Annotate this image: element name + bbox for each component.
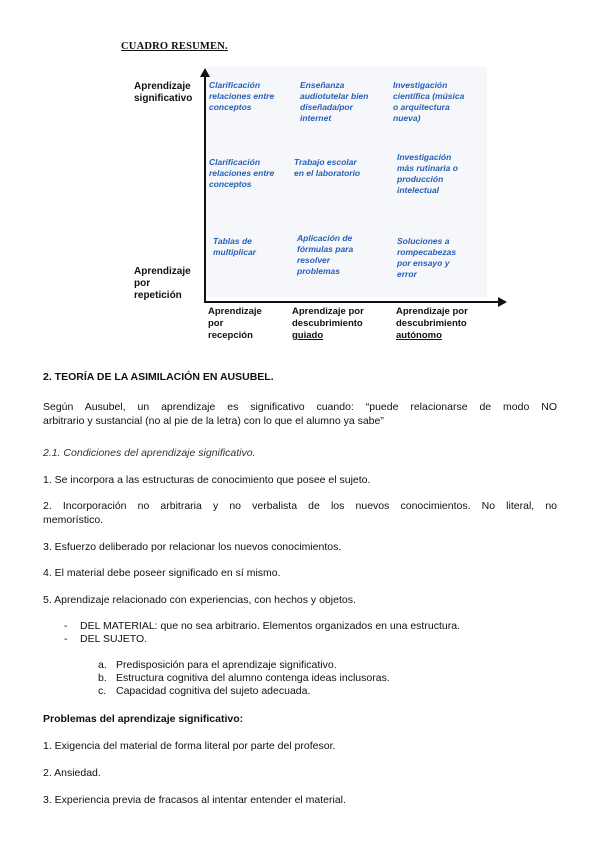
y-axis-line [204, 75, 206, 303]
y-label-repeticion: Aprendizaje por repetición [134, 266, 191, 301]
cell-r1c2: Enseñanza audiotutelar bien diseñada/por internet [300, 80, 369, 123]
cell-r3c2: Aplicación de fórmulas para resolver problemas [297, 233, 354, 276]
problem-1: 1. Exigencia del material de forma literal por parte del profesor. [43, 740, 336, 752]
detail-sujeto: DEL SUJETO. [80, 633, 148, 645]
x-axis-arrow-icon [498, 297, 507, 307]
condition-4: 4. El material debe poseer significado en sí mismo. [43, 567, 281, 579]
cell-r3c3: Soluciones a rompecabezas por ensayo y error [397, 236, 457, 279]
condition-3: 3. Esfuerzo deliberado por relacionar los nuevos conocimientos. [43, 541, 342, 553]
problem-2: 2. Ansiedad. [43, 767, 101, 779]
section-heading: 2. TEORÍA DE LA ASIMILACIÓN EN AUSUBEL. [43, 371, 274, 383]
condition-2-line-1: 2. Incorporación no arbitraria y no verbalista de los nuevos conocimientos. No literal, no [43, 500, 557, 512]
problems-heading: Problemas del aprendizaje significativo: [43, 713, 244, 725]
intro-line-1: Según Ausubel, un aprendizaje es significativo cuando: “puede relacionarse de modo NO [43, 401, 557, 413]
condition-5: 5. Aprendizaje relacionado con experiencias, con hechos y objetos. [43, 594, 356, 606]
x-axis-line [204, 301, 501, 303]
condition-2-line-2: memorístico. [43, 514, 104, 526]
x-label-guiado: Aprendizaje por descubrimiento guiado [292, 306, 364, 341]
subheading: 2.1. Condiciones del aprendizaje significativo. [43, 447, 256, 459]
y-axis-arrow-icon [200, 68, 210, 77]
cell-r2c3: Investigación más rutinaria o producción intelectual [397, 152, 458, 195]
intro-line-2: arbitrario y sustancial (no al pie de la letra) con lo que el alumno ya sabe” [43, 415, 384, 427]
condition-1: 1. Se incorpora a las estructuras de conocimiento que posee el sujeto. [43, 474, 371, 486]
sub-item-b: Estructura cognitiva del alumno contenga ideas inclusoras. [116, 672, 390, 684]
detail-material: DEL MATERIAL: que no sea arbitrario. Elementos organizados en una estructura. [80, 620, 460, 632]
cell-r3c1: Tablas de multiplicar [213, 236, 256, 257]
x-label-autonomo: Aprendizaje por descubrimiento autónomo [396, 306, 468, 341]
x-label-recepcion: Aprendizaje por recepción [208, 306, 262, 341]
problem-3: 3. Experiencia previa de fracasos al intentar entender el material. [43, 794, 346, 806]
dash-marker: - [64, 633, 68, 645]
sub-marker-a: a. [98, 659, 107, 671]
cell-r1c1: Clarificación relaciones entre conceptos [209, 80, 275, 112]
sub-item-c: Capacidad cognitiva del sujeto adecuada. [116, 685, 311, 697]
cell-r1c3: Investigación científica (música o arquitectura nueva) [393, 80, 465, 123]
y-label-significativo: Aprendizaje significativo [134, 81, 193, 104]
sub-marker-b: b. [98, 672, 107, 684]
sub-item-a: Predisposición para el aprendizaje significativo. [116, 659, 337, 671]
cell-r2c2: Trabajo escolar en el laboratorio [294, 157, 361, 178]
page-title: CUADRO RESUMEN. [121, 41, 228, 52]
cell-r2c1: Clarificación relaciones entre conceptos [209, 157, 275, 189]
dash-marker: - [64, 620, 68, 632]
sub-marker-c: c. [98, 685, 107, 697]
